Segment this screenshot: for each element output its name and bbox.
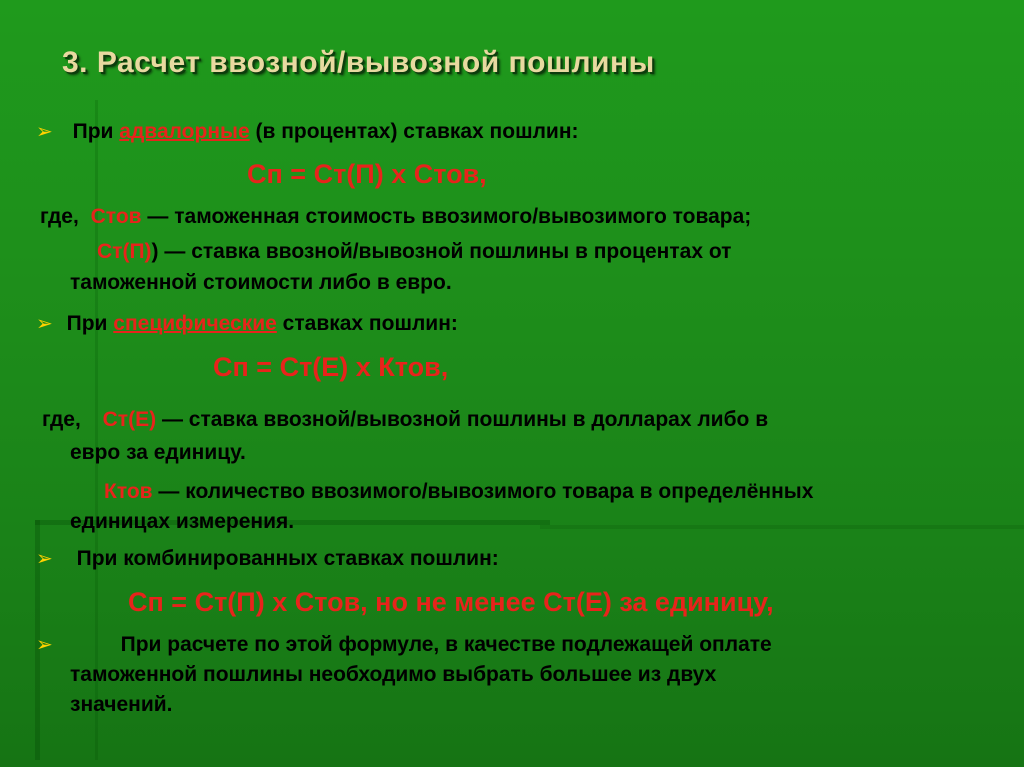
specific-term: специфические — [113, 312, 277, 335]
advalorem-where-2 — [97, 240, 731, 264]
where-term-ktov: Ктов — [104, 480, 153, 503]
where-text: ) — ставка ввозной/вывозной пошлины в процентах от — [151, 240, 732, 263]
where-text: — количество ввозимого/вывозимого товара в определённых — [158, 480, 814, 503]
where-prefix: где, — [42, 408, 81, 431]
note-line-2: таможенной пошлины необходимо выбрать большее из двух — [70, 663, 717, 686]
specific-prefix: При — [66, 312, 108, 335]
specific-formula: Сп = Ст(Е) х Ктов, — [213, 352, 449, 382]
where-term-ste: Ст(Е) — [102, 408, 157, 431]
advalorem-formula: Сп = Ст(П) х Стов, — [247, 159, 487, 189]
bullet-arrow-icon: ➢ — [36, 548, 53, 570]
slide-title: 3. Расчет ввозной/вывозной пошлины — [62, 46, 655, 79]
bullet-arrow-icon: ➢ — [36, 634, 53, 656]
where-prefix: где, — [40, 205, 79, 228]
combined-formula: Сп = Ст(П) х Стов, но не менее Ст(Е) за единицу, — [128, 587, 774, 617]
advalorem-heading — [36, 119, 579, 144]
combined-text: При комбинированных ставках пошлин: — [76, 547, 499, 570]
bullet-arrow-icon: ➢ — [36, 121, 53, 143]
specific-suffix: ставках пошлин: — [282, 312, 458, 335]
specific-heading — [36, 311, 458, 336]
where-term-stov: Стов — [90, 205, 142, 228]
specific-where-2-cont: единицах измерения. — [70, 510, 295, 533]
advalorem-suffix: (в процентах) ставках пошлин: — [255, 120, 579, 143]
note-line-3: значений. — [70, 693, 173, 716]
advalorem-where-2-cont: таможенной стоимости либо в евро. — [70, 271, 452, 294]
advalorem-prefix: При — [72, 120, 114, 143]
combined-heading — [36, 546, 499, 571]
note-text: При расчете по этой формуле, в качестве подлежащей оплате — [120, 633, 772, 656]
where-text: — таможенная стоимость ввозимого/вывозимого товара; — [147, 205, 752, 228]
specific-where-1 — [42, 408, 768, 432]
where-term-stp: Ст(П) — [97, 240, 152, 263]
advalorem-where-1 — [40, 205, 751, 229]
specific-where-2 — [104, 480, 813, 504]
specific-where-1-cont: евро за единицу. — [70, 441, 246, 464]
decor-line — [540, 525, 1024, 529]
note-line-1 — [36, 632, 772, 657]
where-text: — ставка ввозной/вывозной пошлины в долларах либо в — [161, 408, 769, 431]
advalorem-term: адвалорные — [119, 120, 250, 143]
bullet-arrow-icon: ➢ — [36, 313, 53, 335]
